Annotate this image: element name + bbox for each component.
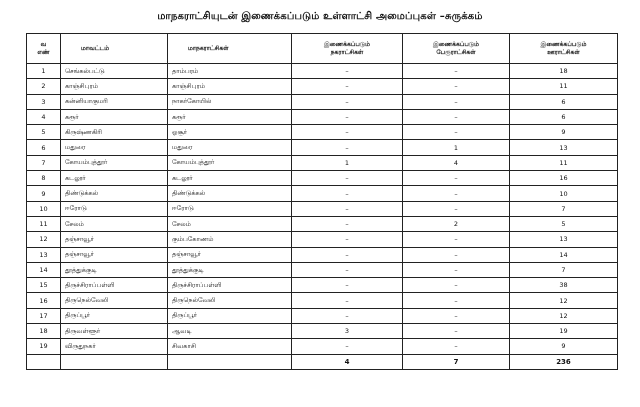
- cell-district: தூத்துக்குடி: [61, 262, 168, 277]
- cell-corporation: கோயம்புத்தூர்: [168, 155, 292, 170]
- cell-village-panchayats: 9: [510, 339, 618, 354]
- cell-district: மதுரை: [61, 140, 168, 155]
- cell-village-panchayats: 6: [510, 94, 618, 109]
- cell-sno: 14: [27, 262, 61, 277]
- table-row: [27, 324, 618, 339]
- cell-sno: 11: [27, 216, 61, 231]
- cell-sno: 6: [27, 140, 61, 155]
- cell-district: தஞ்சாவூர்: [61, 232, 168, 247]
- cell-town-panchayats: 4: [403, 155, 510, 170]
- table-row: [27, 262, 618, 277]
- header-row: [27, 34, 618, 64]
- cell-corporation: திருச்சிராப்பள்ளி: [168, 278, 292, 293]
- cell-corporation: ஆவடி: [168, 324, 292, 339]
- cell-corporation: கடலூர்: [168, 171, 292, 186]
- cell-village-panchayats: 38: [510, 278, 618, 293]
- cell-district: திருச்சிராப்பள்ளி: [61, 278, 168, 293]
- table-row: [27, 94, 618, 109]
- cell-corporation: ஓசூர்: [168, 125, 292, 140]
- totals-blank-3: [168, 354, 292, 369]
- cell-district: கன்னியாகுமரி: [61, 94, 168, 109]
- cell-municipalities: 3: [292, 324, 403, 339]
- cell-corporation: மதுரை: [168, 140, 292, 155]
- cell-village-panchayats: 5: [510, 216, 618, 231]
- cell-district: செங்கல்பட்டு: [61, 64, 168, 79]
- cell-sno: 19: [27, 339, 61, 354]
- cell-village-panchayats: 11: [510, 155, 618, 170]
- cell-district: திருப்பூர்: [61, 308, 168, 323]
- cell-town-panchayats: –: [403, 324, 510, 339]
- cell-district: கிருஷ்ணகிரி: [61, 125, 168, 140]
- cell-district: சேலம்: [61, 216, 168, 231]
- table-row: [27, 155, 618, 170]
- cell-town-panchayats: –: [403, 308, 510, 323]
- header-district: மாவட்டம்: [61, 34, 168, 64]
- cell-district: திண்டுக்கல்: [61, 186, 168, 201]
- cell-sno: 12: [27, 232, 61, 247]
- cell-municipalities: –: [292, 171, 403, 186]
- cell-village-panchayats: 13: [510, 232, 618, 247]
- cell-municipalities: –: [292, 232, 403, 247]
- cell-municipalities: –: [292, 140, 403, 155]
- cell-village-panchayats: 13: [510, 140, 618, 155]
- cell-town-panchayats: –: [403, 125, 510, 140]
- cell-sno: 17: [27, 308, 61, 323]
- cell-town-panchayats: –: [403, 339, 510, 354]
- cell-town-panchayats: –: [403, 232, 510, 247]
- cell-district: காஞ்சிபுரம்: [61, 79, 168, 94]
- cell-corporation: நாகர்கோயில்: [168, 94, 292, 109]
- cell-municipalities: –: [292, 186, 403, 201]
- cell-town-panchayats: –: [403, 247, 510, 262]
- table-row: [27, 293, 618, 308]
- cell-corporation: காஞ்சிபுரம்: [168, 79, 292, 94]
- table-row: [27, 339, 618, 354]
- total-town-panchayats: 7: [403, 354, 510, 369]
- cell-town-panchayats: 1: [403, 140, 510, 155]
- cell-town-panchayats: –: [403, 186, 510, 201]
- header-town-panchayats: இணைக்கப்படும் பேரூராட்சிகள்: [403, 34, 510, 64]
- cell-town-panchayats: –: [403, 79, 510, 94]
- table-row: [27, 232, 618, 247]
- cell-corporation: திருநெல்வேலி: [168, 293, 292, 308]
- cell-municipalities: –: [292, 64, 403, 79]
- cell-town-panchayats: –: [403, 201, 510, 216]
- cell-sno: 7: [27, 155, 61, 170]
- total-municipalities: 4: [292, 354, 403, 369]
- table-body: [27, 64, 618, 355]
- cell-village-panchayats: 6: [510, 109, 618, 124]
- cell-corporation: தஞ்சாவூர்: [168, 247, 292, 262]
- cell-town-panchayats: 2: [403, 216, 510, 231]
- cell-district: கரூர்: [61, 109, 168, 124]
- cell-district: கோயம்புத்தூர்: [61, 155, 168, 170]
- table-row: [27, 125, 618, 140]
- table-row: [27, 216, 618, 231]
- cell-sno: 10: [27, 201, 61, 216]
- cell-municipalities: –: [292, 278, 403, 293]
- table-row: [27, 186, 618, 201]
- table-row: [27, 201, 618, 216]
- cell-village-panchayats: 12: [510, 293, 618, 308]
- cell-municipalities: –: [292, 308, 403, 323]
- cell-town-panchayats: –: [403, 171, 510, 186]
- cell-district: விருதுநகர்: [61, 339, 168, 354]
- cell-village-panchayats: 14: [510, 247, 618, 262]
- cell-village-panchayats: 7: [510, 262, 618, 277]
- document-title: மாநகராட்சியுடன் இணைக்கப்படும் உள்ளாட்சி அமைப்புகள் –சுருக்கம்: [157, 11, 483, 22]
- cell-municipalities: –: [292, 201, 403, 216]
- cell-municipalities: –: [292, 216, 403, 231]
- cell-district: ஈரோடு: [61, 201, 168, 216]
- table-row: [27, 64, 618, 79]
- cell-corporation: திருப்பூர்: [168, 308, 292, 323]
- cell-town-panchayats: –: [403, 109, 510, 124]
- cell-sno: 16: [27, 293, 61, 308]
- cell-municipalities: –: [292, 94, 403, 109]
- cell-sno: 4: [27, 109, 61, 124]
- table-row: [27, 247, 618, 262]
- table-row: [27, 140, 618, 155]
- cell-village-panchayats: 10: [510, 186, 618, 201]
- cell-sno: 5: [27, 125, 61, 140]
- cell-corporation: சேலம்: [168, 216, 292, 231]
- cell-municipalities: –: [292, 339, 403, 354]
- header-sno: வ எண்: [27, 34, 61, 64]
- cell-district: திருநெல்வேலி: [61, 293, 168, 308]
- table-row: [27, 278, 618, 293]
- cell-village-panchayats: 18: [510, 64, 618, 79]
- cell-municipalities: –: [292, 125, 403, 140]
- cell-municipalities: –: [292, 293, 403, 308]
- cell-village-panchayats: 7: [510, 201, 618, 216]
- header-municipalities: இணைக்கப்படும் நகராட்சிகள்: [292, 34, 403, 64]
- cell-municipalities: 1: [292, 155, 403, 170]
- cell-corporation: திண்டுக்கல்: [168, 186, 292, 201]
- cell-district: கடலூர்: [61, 171, 168, 186]
- cell-village-panchayats: 19: [510, 324, 618, 339]
- table-row: [27, 109, 618, 124]
- cell-municipalities: –: [292, 79, 403, 94]
- cell-town-panchayats: –: [403, 262, 510, 277]
- cell-corporation: கும்பகோணம்: [168, 232, 292, 247]
- totals-row: [27, 354, 618, 369]
- cell-corporation: தூத்துக்குடி: [168, 262, 292, 277]
- cell-corporation: கரூர்: [168, 109, 292, 124]
- summary-table: [26, 33, 618, 370]
- cell-sno: 1: [27, 64, 61, 79]
- cell-village-panchayats: 9: [510, 125, 618, 140]
- cell-corporation: சிவகாசி: [168, 339, 292, 354]
- cell-town-panchayats: –: [403, 94, 510, 109]
- cell-sno: 3: [27, 94, 61, 109]
- cell-town-panchayats: –: [403, 278, 510, 293]
- cell-village-panchayats: 12: [510, 308, 618, 323]
- cell-sno: 9: [27, 186, 61, 201]
- cell-corporation: ஈரோடு: [168, 201, 292, 216]
- table-row: [27, 308, 618, 323]
- cell-village-panchayats: 11: [510, 79, 618, 94]
- cell-municipalities: –: [292, 109, 403, 124]
- totals-blank-1: [27, 354, 61, 369]
- cell-municipalities: –: [292, 262, 403, 277]
- cell-district: திருவள்ளூர்: [61, 324, 168, 339]
- cell-sno: 8: [27, 171, 61, 186]
- header-corporation: மாநகராட்சிகள்: [168, 34, 292, 64]
- cell-town-panchayats: –: [403, 293, 510, 308]
- cell-sno: 13: [27, 247, 61, 262]
- total-village-panchayats: 236: [510, 354, 618, 369]
- cell-sno: 2: [27, 79, 61, 94]
- header-village-panchayats: இணைக்கப்படும் ஊராட்சிகள்: [510, 34, 618, 64]
- cell-town-panchayats: –: [403, 64, 510, 79]
- table-row: [27, 171, 618, 186]
- cell-sno: 15: [27, 278, 61, 293]
- totals-blank-2: [61, 354, 168, 369]
- cell-village-panchayats: 16: [510, 171, 618, 186]
- cell-district: தஞ்சாவூர்: [61, 247, 168, 262]
- cell-sno: 18: [27, 324, 61, 339]
- cell-corporation: தாம்பரம்: [168, 64, 292, 79]
- table-row: [27, 79, 618, 94]
- cell-municipalities: –: [292, 247, 403, 262]
